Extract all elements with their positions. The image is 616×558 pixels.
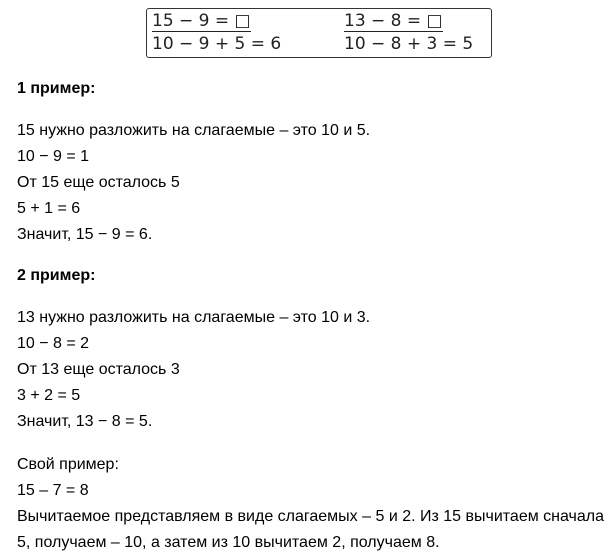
example1-line: 10 − 9 = 1	[17, 148, 90, 165]
example2-line: 3 + 2 = 5	[17, 387, 81, 404]
example1-heading: 1 пример:	[17, 80, 96, 97]
example2-heading: 2 пример:	[17, 267, 96, 284]
own-example-equation: 15 – 7 = 8	[17, 482, 89, 499]
example2-line: 13 нужно разложить на слагаемые – это 10 и 3.	[17, 309, 371, 326]
example1-line: 5 + 1 = 6	[17, 200, 81, 217]
example2-line: 10 − 8 = 2	[17, 335, 90, 352]
left-bottom-expression: 10 − 9 + 5 = 6	[152, 34, 282, 54]
example2-line: От 13 еще осталось 3	[17, 361, 180, 378]
left-top-expression: 15 − 9 = □	[152, 11, 251, 31]
right-top-expression: 13 − 8 = □	[344, 11, 443, 31]
own-example-label: Свой пример:	[17, 456, 119, 473]
example2-line: Значит, 13 − 8 = 5.	[17, 413, 153, 430]
task-box	[146, 8, 492, 58]
example1-line: Значит, 15 − 9 = 6.	[17, 226, 153, 243]
right-bottom-expression: 10 − 8 + 3 = 5	[344, 34, 474, 54]
own-example-explanation: 5, получаем – 10, а затем из 10 вычитаем 2, получаем 8.	[17, 534, 440, 551]
example1-line: От 15 еще осталось 5	[17, 174, 180, 191]
own-example-explanation: Вычитаемое представляем в виде слагаемых – 5 и 2. Из 15 вычитаем сначала	[17, 508, 605, 525]
example1-line: 15 нужно разложить на слагаемые – это 10 и 5.	[17, 122, 371, 139]
